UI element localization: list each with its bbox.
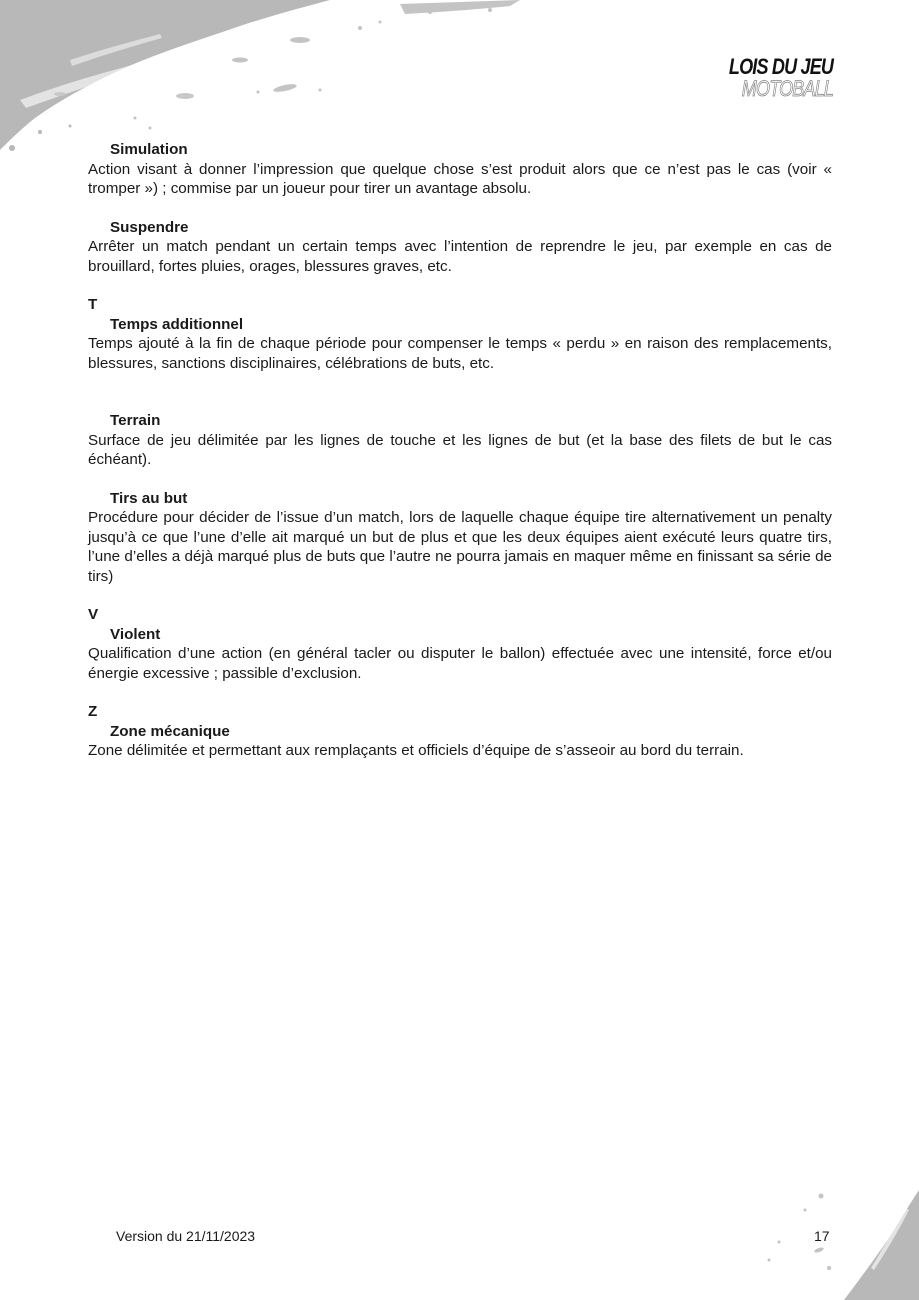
definition-tirs-au-but: Procédure pour décider de l’issue d’un match, lors de laquelle chaque équipe tire alternativement un penalty jusqu’à ce que l’une d’elle ait marqué un but de plus et que les deux équipes aient exécuté leurs quatre tirs, l’une d’elles a déjà marqué plus de buts que l’autre ne pourra jamais en maquer même en finissant sa série de tirs) <box>88 509 832 585</box>
page-number: 17 <box>814 1228 830 1244</box>
section-letter-t: T <box>88 296 98 313</box>
definition-temps-additionnel: Temps ajouté à la fin de chaque période pour compenser le temps « perdu » en raison des remplacements, blessures, sanctions disciplinaires, célébrations de buts, etc. <box>88 335 832 372</box>
spacer <box>88 683 832 702</box>
spacer <box>88 470 832 489</box>
definition-terrain: Surface de jeu délimitée par les lignes de touche et les lignes de but (et la base des filets de but le cas échéant). <box>88 431 832 468</box>
term-temps-additionnel: Temps additionnel <box>110 315 244 333</box>
section-letter-v: V <box>88 606 99 623</box>
definition-zone-mecanique: Zone délimitée et permettant aux remplaçants et officiels d’équipe de s’asseoir au bord du terrain. <box>88 742 744 759</box>
brush-stroke-decoration-bottom <box>749 1190 919 1300</box>
spacer <box>88 276 832 295</box>
term-suspendre: Suspendre <box>110 218 189 236</box>
brand-subtitle: MOTOBALL <box>741 76 833 101</box>
spacer <box>88 199 832 218</box>
brand-title: LOIS DU JEU <box>728 54 833 79</box>
term-tirs-au-but: Tirs au but <box>110 489 188 507</box>
term-terrain: Terrain <box>110 412 161 429</box>
term-zone-mecanique: Zone mécanique <box>110 722 230 740</box>
term-violent: Violent <box>110 625 161 643</box>
spacer <box>88 373 832 411</box>
brand-logo <box>706 56 833 100</box>
spacer <box>88 586 832 605</box>
definition-simulation: Action visant à donner l’impression que quelque chose s’est produit alors que ce n’est pas le cas (voir « tromper ») ; commise par un joueur pour tirer un avantage absolu. <box>88 160 832 197</box>
definition-suspendre: Arrêter un match pendant un certain temps avec l’intention de reprendre le jeu, par exemple en cas de brouillard, fortes pluies, orages, blessures graves, etc. <box>88 238 832 275</box>
definition-violent: Qualification d’une action (en général tacler ou disputer le ballon) effectuée avec une intensité, force et/ou énergie excessive ; passible d’exclusion. <box>88 645 832 682</box>
term-simulation: Simulation <box>110 141 188 158</box>
section-letter-z: Z <box>88 703 98 720</box>
footer-version: Version du 21/11/2023 <box>116 1228 256 1244</box>
glossary-content <box>88 140 832 761</box>
